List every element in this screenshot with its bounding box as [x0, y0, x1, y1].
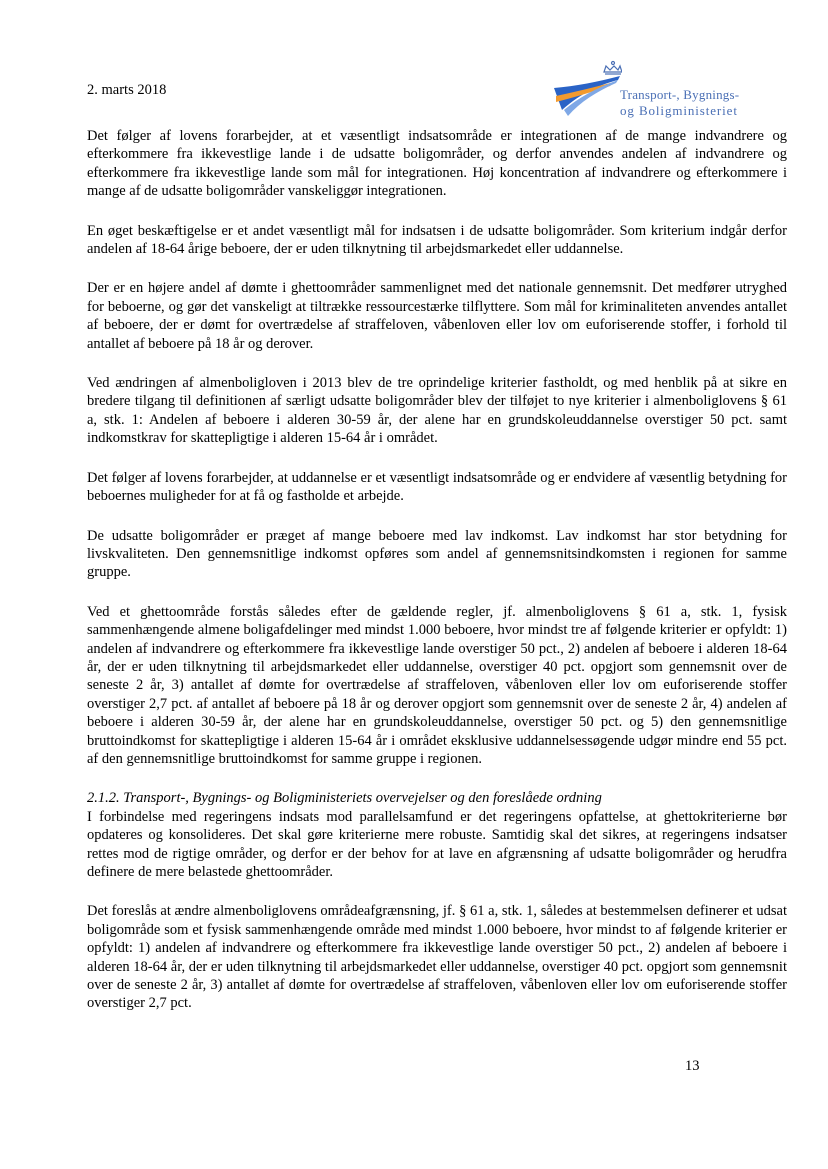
paragraph: De udsatte boligområder er præget af mange beboere med lav indkomst. Lav indkomst har stor betydning for livskvaliteten. Den gennemsnitlige indkomst opføres som andel af gennemsnitsindkomsten i regionen for samme gruppe. [87, 527, 787, 581]
ministry-logo [552, 58, 772, 128]
crown-swoosh-icon [552, 58, 622, 128]
paragraph: Ved et ghettoområde forstås således efter de gældende regler, jf. almenboliglovens § 61 a, stk. 1, fysisk sammenhængende almene boligafdelinger med mindst 1.000 beboere, hvor mindst tre af følgende kriterier er opfyldt: 1) andelen af indvandrere og efterkommere fra ikkevestlige lande overstiger 50 pct., 2) andelen af beboere i alderen 18-64 år, der er uden tilknytning til arbejdsmarkedet eller uddannelse, overstiger 40 pct. opgjort som gennemsnit over de seneste 2 år, 3) antallet af dømte for overtrædelse af straffeloven, våbenloven eller lov om euforiserende stoffer overstiger 2,7 pct. af antallet af beboere på 18 år og derover opgjort som gennemsnit over de seneste 2 år, 4) andelen af beboere i alderen 30-59 år, der alene har en grundskoleuddannelse, overstiger 50 pct. og 5) den gennemsnitlige bruttoindkomst for skattepligtige i alderen 15-64 år i området eksklusive uddannelsessøgende udgør mindre end 55 pct. af den gennemsnitlige bruttoindkomst for samme gruppe i regionen. [87, 603, 787, 767]
logo-line-2: og Boligministeriet [620, 103, 738, 118]
paragraph: Der er en højere andel af dømte i ghettoområder sammenlignet med det nationale gennemsnit. Det medfører utryghed for beboerne, og gør det vanskeligt at tiltrække ressourcestærke tilflyttere. Som mål for kriminaliteten anvendes antallet af beboere, der er dømt for overtrædelse af straffeloven, våbenloven eller lov om euforiserende stoffer, i forhold til antallet af beboere på 18 år og derover. [87, 280, 787, 352]
paragraph: Det følger af lovens forarbejder, at uddannelse er et væsentligt indsatsområde og er endvidere af væsentlig betydning for beboernes muligheder for at få og fastholde et arbejde. [87, 469, 787, 505]
section-block [87, 789, 787, 881]
paragraph: Det foreslås at ændre almenboliglovens områdeafgrænsning, jf. § 61 a, stk. 1, således at bestemmelsen definerer et udsat boligområde som et fysisk sammenhængende område med mindst 1.000 beboere, hvor mindst to af følgende kriterier er opfyldt: 1) andelen af indvandrere og efterkommere fra ikkevestlige lande overstiger 50 pct., 2) andelen af beboere i alderen 18-64 år, der er uden tilknytning til arbejdsmarkedet eller uddannelse, overstiger 40 pct. opgjort som gennemsnit over de seneste 2 år, 3) antallet af dømte for overtrædelse af straffeloven, våbenloven eller lov om euforiserende stoffer overstiger 2,7 pct. [87, 903, 787, 1012]
document-body [87, 127, 787, 1034]
document-date: 2. marts 2018 [87, 82, 167, 98]
paragraph: Det følger af lovens forarbejder, at et væsentligt indsatsområde er integrationen af de mange indvandrere og efterkommere fra ikkevestlige lande i de udsatte boligområder, og derfor anvendes andelen af indvandrere og efterkommere fra ikkevestlige lande som mål for integrationen. Høj koncentration af indvandrere og efterkommere i mange af de udsatte boligområder vanskeliggør integrationen. [87, 128, 787, 200]
paragraph: En øget beskæftigelse er et andet væsentligt mål for indsatsen i de udsatte boligområder. Som kriterium indgår derfor andelen af 18-64 årige beboere, der er uden tilknytning til arbejdsmarkedet eller uddannelse. [87, 222, 787, 258]
paragraph: Ved ændringen af almenboligloven i 2013 blev de tre oprindelige kriterier fastholdt, og med henblik på at sikre en bredere tilgang til definitionen af særligt udsatte boligområder blev der tilføjet to nye kriterier i almenboliglovens § 61 a, stk. 1: Andelen af beboere i alderen 30-59 år, der alene har en grundskoleuddannelse overstiger 50 pct. samt indkomstkrav for skattepligtige i alderen 15-64 år i området. [87, 375, 787, 447]
logo-line-1: Transport-, Bygnings- [620, 87, 740, 102]
section-paragraph: I forbindelse med regeringens indsats mod parallelsamfund er det regeringens opfattelse, at ghettokriterierne bør opdateres og konsolideres. Det skal gøre kriterierne mere robuste. Samtidig skal det sikres, at regeringens indsatser rettes mod de rigtige områder, og derfor er der behov for at lave en afgrænsning af udsatte boligområder og herudfra definere de mere belastede ghettoområder. [87, 808, 787, 880]
section-heading: 2.1.2. Transport-, Bygnings- og Boligministeriets overvejelser og den foreslåede ordning [87, 790, 602, 807]
page-number: 13 [685, 1058, 700, 1074]
